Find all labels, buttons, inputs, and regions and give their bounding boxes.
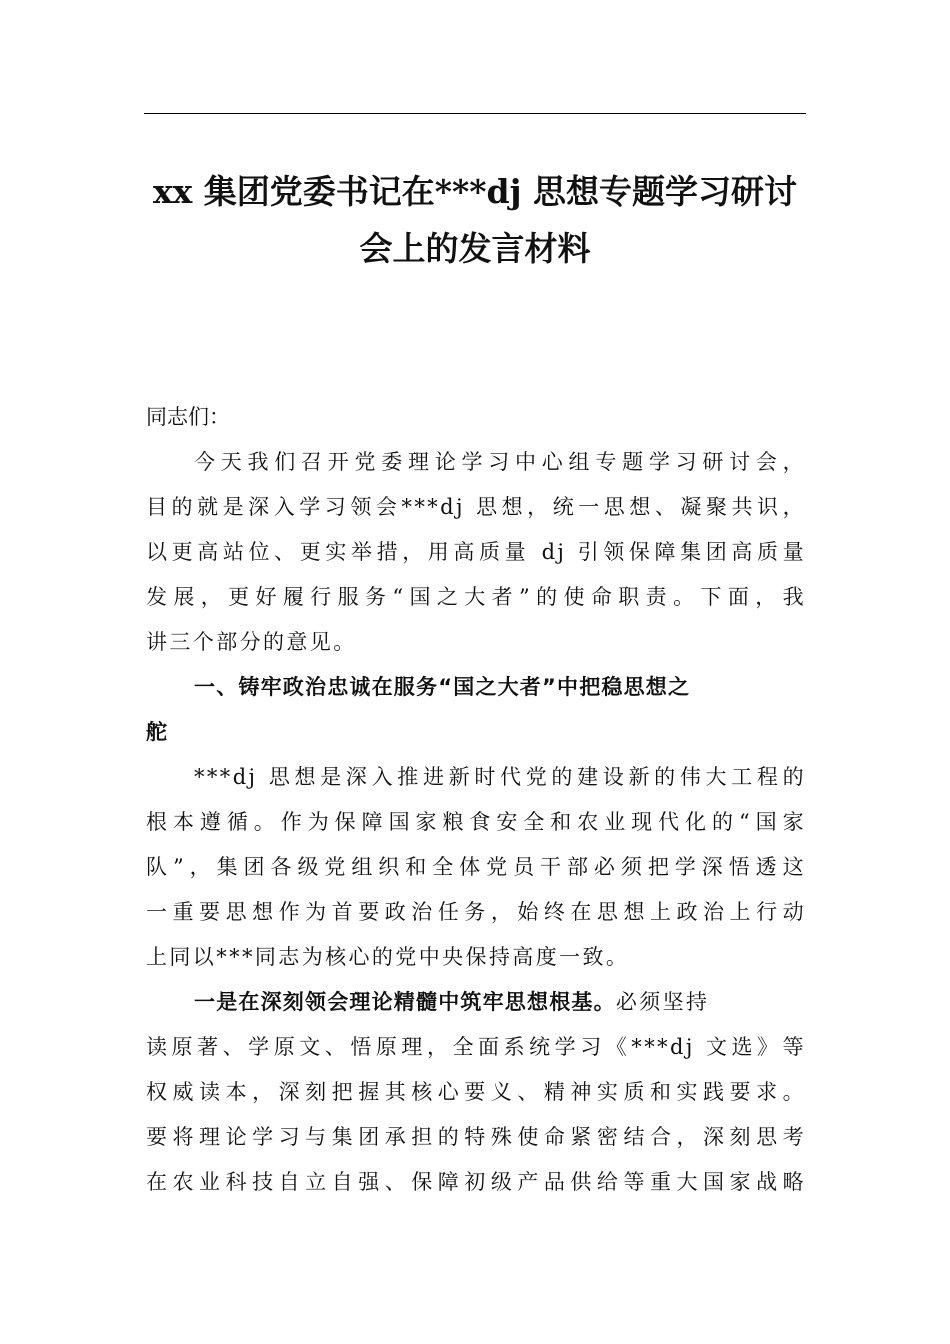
section-1-line-4: 一重要思想作为首要政治任务，始终在思想上政治上行动	[146, 900, 806, 924]
point-1-line-4: 要将理论学习与集团承担的特殊使命紧密结合，深刻思考	[146, 1125, 806, 1149]
section-1-heading-line-1: 一、铸牢政治忠诚在服务“国之大者”中把稳思想之	[194, 675, 691, 699]
header-rule	[144, 113, 806, 114]
section-1-line-3: 队”，集团各级党组织和全体党员干部必须把学深悟透这	[146, 855, 806, 879]
intro-line-3: 以更高站位、更实举措，用高质量 dj 引领保障集团高质量	[146, 540, 806, 564]
intro-paragraph	[146, 440, 806, 665]
intro-line-5: 讲三个部分的意见。	[146, 630, 357, 654]
section-1-line-5: 上同以***同志为核心的党中央保持高度一致。	[146, 945, 630, 969]
title-line-1: xx 集团党委书记在***dj 思想专题学习研讨	[152, 172, 798, 211]
point-1-paragraph	[146, 980, 806, 1205]
section-1-line-2: 根本遵循。作为保障国家粮食安全和农业现代化的“国家	[146, 810, 806, 834]
intro-line-1: 今天我们召开党委理论学习中心组专题学习研讨会，	[194, 450, 806, 474]
title-line-2: 会上的发言材料	[359, 229, 591, 268]
document-body	[146, 395, 806, 1205]
point-1-line-5: 在农业科技自立自强、保障初级产品供给等重大国家战略	[146, 1170, 806, 1194]
intro-line-4: 发展，更好履行服务“国之大者”的使命职责。下面，我	[146, 585, 806, 609]
section-1-paragraph	[146, 755, 806, 980]
intro-line-2: 目的就是深入学习领会***dj 思想，统一思想、凝聚共识，	[146, 495, 806, 519]
point-1-line-1	[146, 980, 806, 1025]
section-1-line-1: ***dj 思想是深入推进新时代党的建设新的伟大工程的	[194, 765, 806, 789]
point-1-lead: 一是在深刻领会理论精髓中筑牢思想根基。	[194, 990, 616, 1014]
point-1-first-rest: 必须坚持	[615, 990, 710, 1014]
section-1-heading	[146, 665, 806, 755]
document-title	[144, 163, 806, 277]
salutation: 同志们：	[146, 405, 230, 429]
point-1-line-3: 权威读本，深刻把握其核心要义、精神实质和实践要求。	[146, 1080, 806, 1104]
point-1-line-2: 读原著、学原文、悟原理，全面系统学习《***dj 文选》等	[146, 1035, 806, 1059]
section-1-heading-line-2: 舵	[146, 720, 169, 744]
